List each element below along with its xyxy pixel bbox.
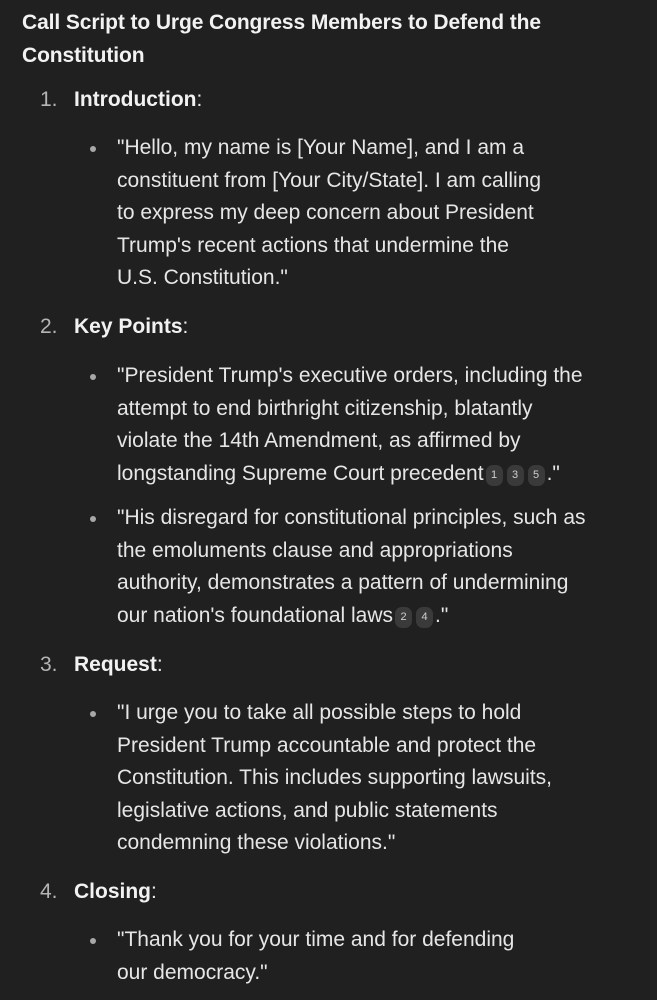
- text-line: "I urge you to take all possible steps to hold: [117, 701, 522, 724]
- section-label: Request: [74, 653, 157, 676]
- citation-badge[interactable]: 4: [416, 607, 433, 628]
- citation-badge[interactable]: 2: [395, 607, 412, 628]
- list-item: [117, 132, 637, 295]
- section-label: Closing: [74, 880, 151, 903]
- text-segment: .": [546, 461, 560, 485]
- text-segment: .": [435, 603, 449, 627]
- text-line: attempt to end birthright citizenship, blatantly: [117, 396, 533, 420]
- text-line: [117, 458, 637, 491]
- section-number: 3.: [40, 653, 58, 676]
- text-line: condemning these violations.": [117, 831, 396, 854]
- text-line: "President Trump's executive orders, including the: [117, 364, 583, 387]
- section-heading-key-points: 2. Key Points:: [40, 313, 188, 341]
- section-number: 1.: [40, 88, 58, 111]
- text-line: "Thank you for your time and for defending: [117, 928, 515, 951]
- section-heading-request: 3. Request:: [40, 651, 163, 679]
- text-line: [117, 600, 637, 633]
- text-line: our democracy.": [117, 960, 268, 984]
- section-number: 4.: [40, 880, 58, 903]
- section-heading-closing: 4. Closing:: [40, 878, 157, 906]
- list-item: [117, 924, 637, 989]
- text-line: the emoluments clause and appropriations: [117, 538, 513, 562]
- text-line: legislative actions, and public statements: [117, 798, 498, 822]
- bullet-dot: [90, 711, 96, 717]
- citation-badge[interactable]: 5: [528, 465, 545, 486]
- bullet-dot: [90, 938, 96, 944]
- text-line: to express my deep concern about President: [117, 201, 534, 224]
- text-segment: longstanding Supreme Court precedent: [117, 461, 484, 485]
- text-line: President Trump accountable and protect the: [117, 733, 537, 757]
- text-line: Trump's recent actions that undermine the: [117, 233, 509, 257]
- list-item: [117, 697, 637, 860]
- text-line: U.S. Constitution.": [117, 266, 288, 289]
- bullet-dot: [90, 516, 96, 522]
- citation-badge[interactable]: 3: [507, 465, 524, 486]
- section-heading-introduction: 1. Introduction:: [40, 86, 202, 114]
- text-line: violate the 14th Amendment, as affirmed by: [117, 429, 521, 452]
- text-line: authority, demonstrates a pattern of undermining: [117, 571, 569, 594]
- section-label: Key Points: [74, 315, 183, 338]
- section-label: Introduction: [74, 88, 197, 111]
- section-number: 2.: [40, 315, 58, 338]
- bullet-dot: [90, 374, 96, 380]
- text-segment: our nation's foundational laws: [117, 603, 394, 627]
- text-line: Constitution. This includes supporting lawsuits,: [117, 766, 553, 789]
- text-line: "His disregard for constitutional principles, such as: [117, 506, 586, 529]
- page-title: Call Script to Urge Congress Members to Defend the Constitution: [22, 11, 541, 67]
- text-line: "Hello, my name is [Your Name], and I am a: [117, 136, 525, 159]
- text-line: constituent from [Your City/State]. I am calling: [117, 168, 542, 192]
- citation-badge[interactable]: 1: [486, 465, 503, 486]
- list-item: [117, 502, 637, 632]
- list-item: [117, 360, 637, 490]
- bullet-dot: [90, 146, 96, 152]
